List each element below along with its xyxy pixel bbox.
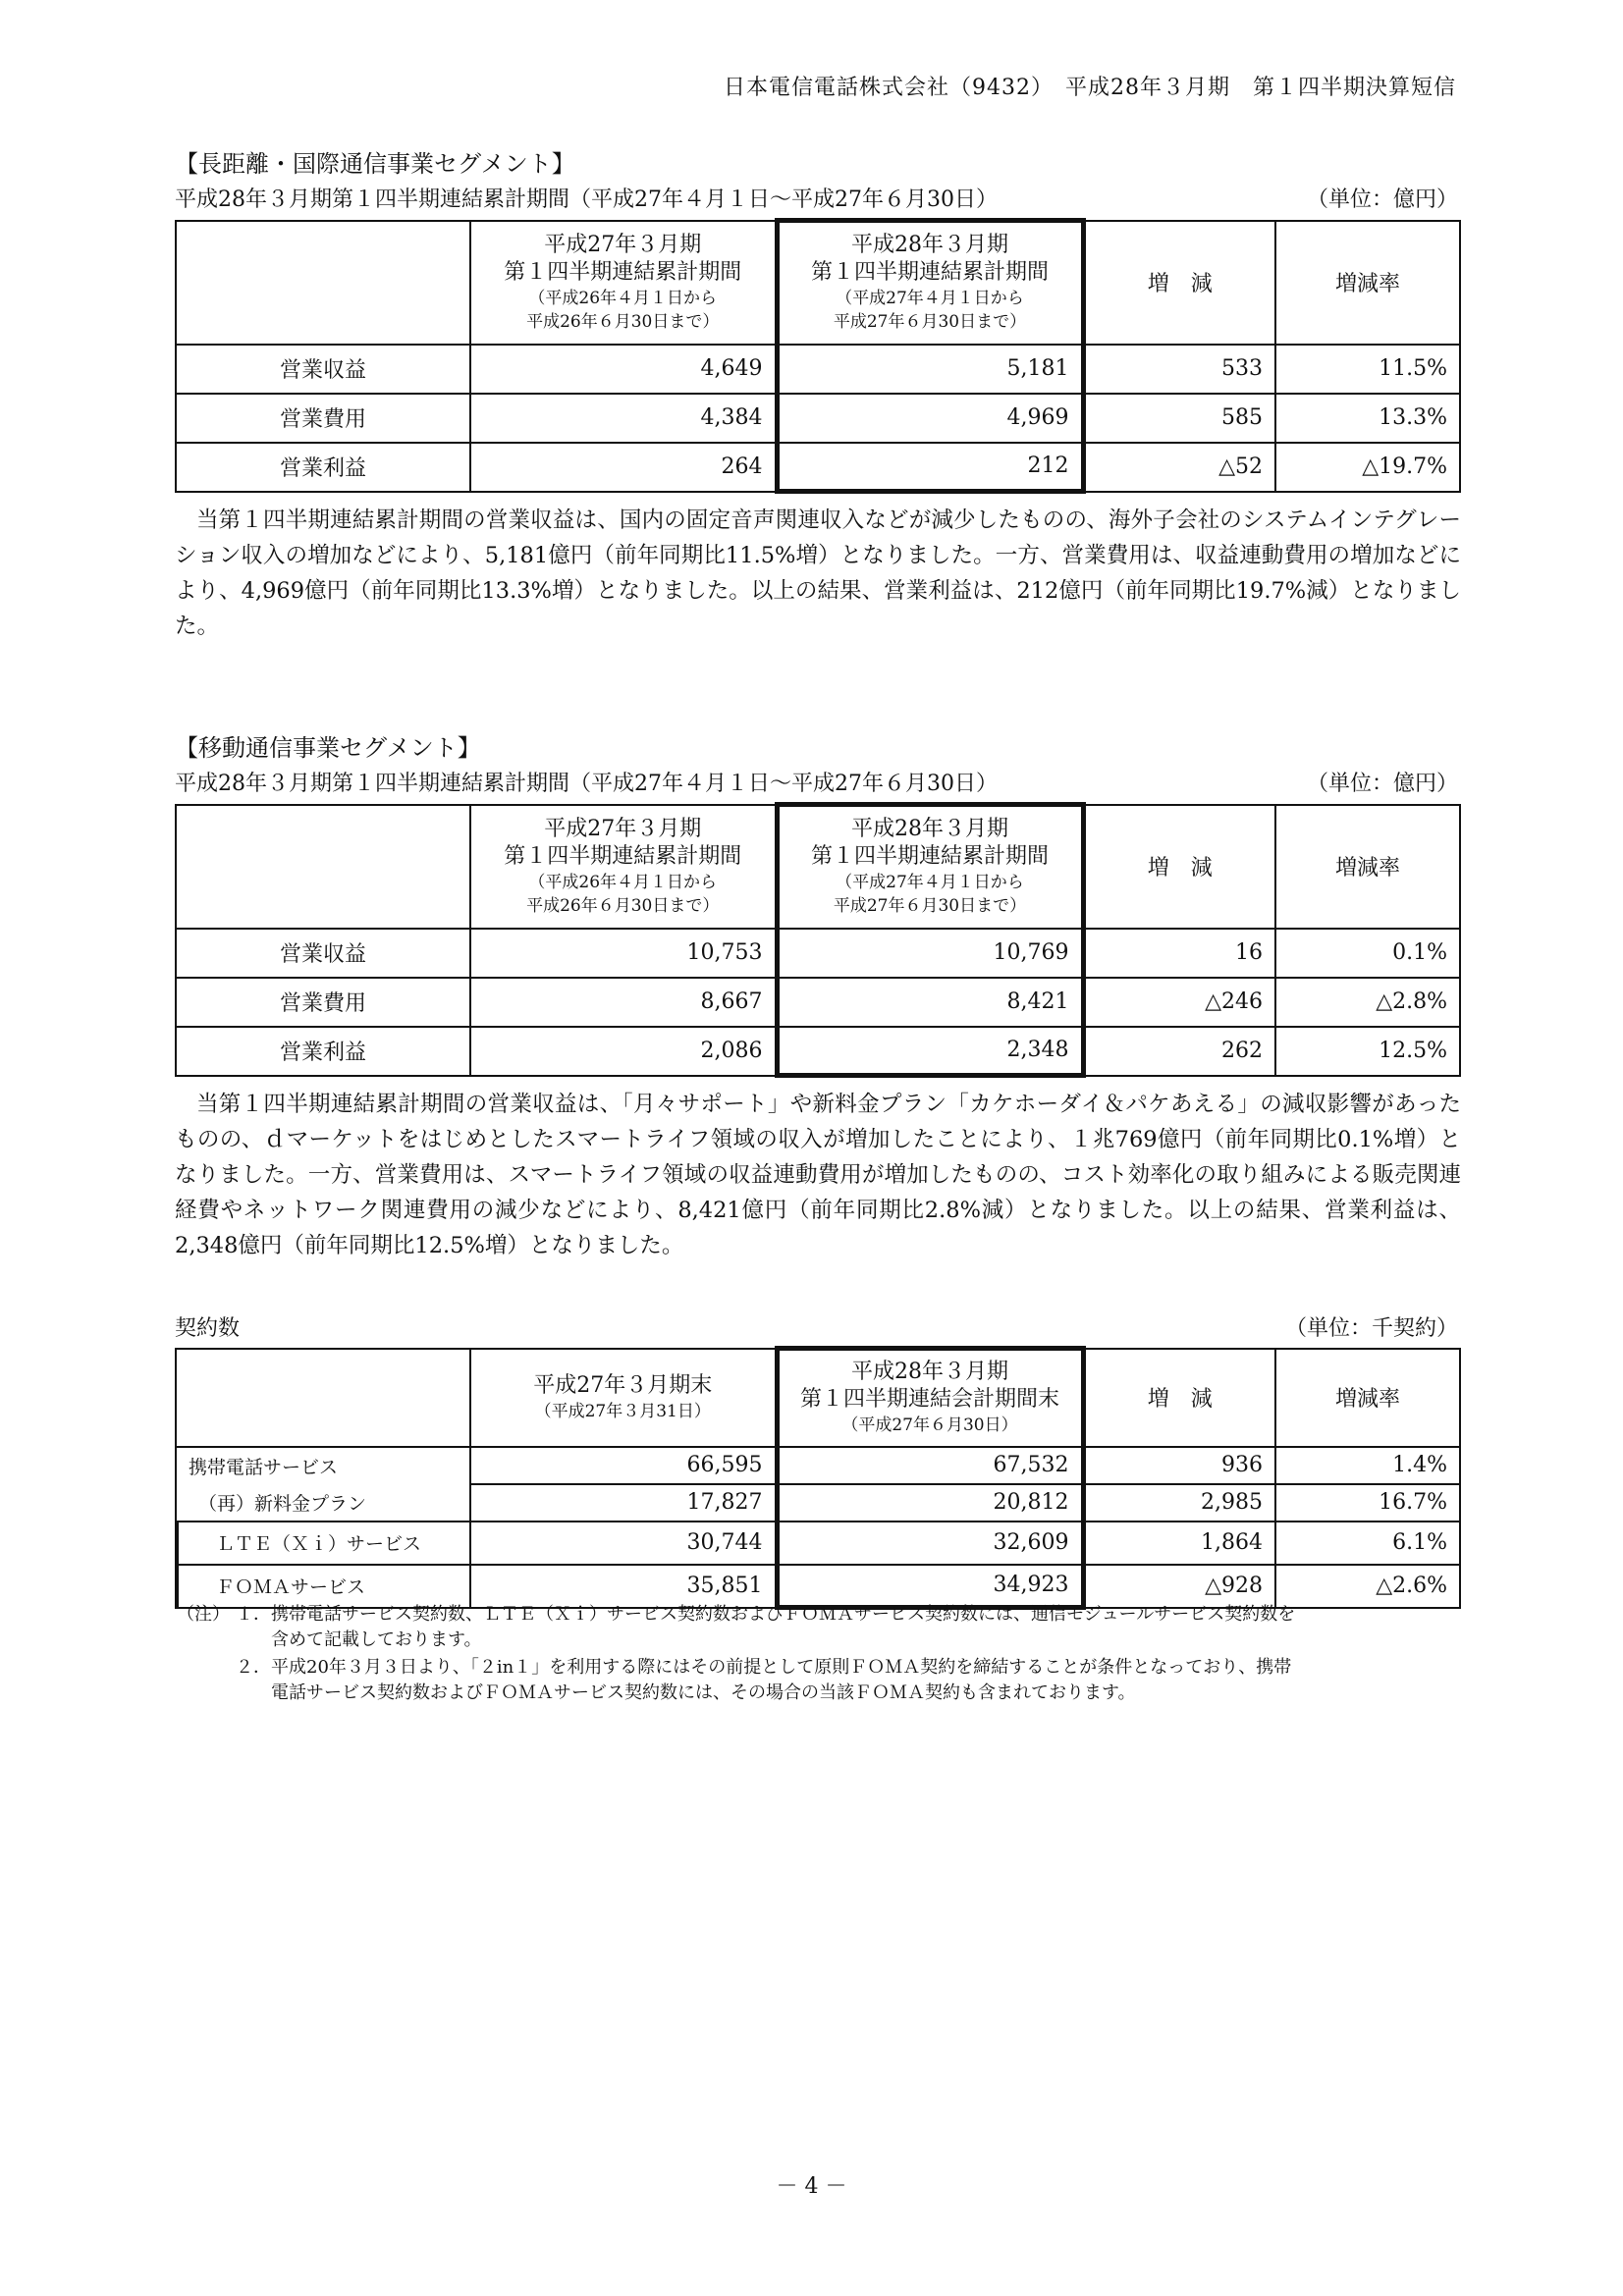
cell-current: 5,181 (777, 345, 1083, 394)
column-header-prev-period: 平成27年３月期 第１四半期連結累計期間 （平成26年４月１日から 平成26年６月30日まで） (470, 805, 777, 929)
column-header-current-period: 平成28年３月期 第１四半期連結累計期間 （平成27年４月１日から 平成27年６月30日まで） (777, 805, 1083, 929)
table-row (176, 1565, 1460, 1608)
cell-prev: 17,827 (470, 1484, 777, 1522)
row-label: ＬＴＥ（Ｘｉ）サービス (176, 1522, 470, 1565)
cell-change: 1,864 (1083, 1522, 1275, 1565)
cell-prev: 4,649 (470, 345, 777, 394)
table-corner-cell (176, 805, 470, 929)
table-row (176, 394, 1460, 443)
cell-rate: 1.4% (1275, 1447, 1460, 1484)
column-header-prev-period: 平成27年３月期 第１四半期連結累計期間 （平成26年４月１日から 平成26年６月30日まで） (470, 221, 777, 345)
unit-label: （単位：億円） (1306, 772, 1458, 796)
cell-rate: 12.5% (1275, 1027, 1460, 1076)
section-period: 平成28年３月期第１四半期連結累計期間（平成27年４月１日～平成27年６月30日） (175, 772, 998, 796)
cell-current: 2,348 (777, 1027, 1083, 1076)
cell-rate: 13.3% (1275, 394, 1460, 443)
table-row (176, 1447, 1460, 1484)
row-label: 営業収益 (176, 345, 470, 394)
cell-change: 936 (1083, 1447, 1275, 1484)
contracts-title: 契約数 (175, 1316, 241, 1341)
note-1-line-2: 含めて記載しております。 (271, 1629, 482, 1650)
cell-change: 262 (1083, 1027, 1275, 1076)
column-header-rate: 増減率 (1275, 1349, 1460, 1447)
column-header-prev-period: 平成27年３月期末 （平成27年３月31日） (470, 1349, 777, 1447)
table-row (176, 1027, 1460, 1076)
column-header-rate: 増減率 (1275, 805, 1460, 929)
cell-prev: 30,744 (470, 1522, 777, 1565)
table-row (176, 1522, 1460, 1565)
cell-rate: △2.8% (1275, 978, 1460, 1027)
row-label: 営業費用 (176, 978, 470, 1027)
section-title-long-distance: 【長距離・国際通信事業セグメント】 (175, 150, 575, 178)
table-row (176, 978, 1460, 1027)
column-header-current-period: 平成28年３月期 第１四半期連結累計期間 （平成27年４月１日から 平成27年６月30日まで） (777, 221, 1083, 345)
cell-prev: 10,753 (470, 929, 777, 978)
segment-table-long-distance (175, 218, 1461, 494)
cell-current: 8,421 (777, 978, 1083, 1027)
cell-rate: 11.5% (1275, 345, 1460, 394)
cell-prev: 264 (470, 443, 777, 492)
row-label: 営業利益 (176, 443, 470, 492)
cell-prev: 2,086 (470, 1027, 777, 1076)
document-header: 日本電信電話株式会社（9432） 平成28年３月期 第１四半期決算短信 (724, 76, 1456, 100)
page-number: － 4 － (776, 2174, 847, 2199)
note-2-line-1: ２．平成20年３月３日より、「２in１」を利用する際にはその前提として原則ＦＯＭＡ契約を締結することが条件となっており、携帯 (236, 1657, 1292, 1678)
cell-change: 533 (1083, 345, 1275, 394)
cell-current: 10,769 (777, 929, 1083, 978)
cell-current: 212 (777, 443, 1083, 492)
unit-label: （単位：億円） (1306, 187, 1458, 212)
segment-table-mobile (175, 802, 1461, 1078)
cell-prev: 4,384 (470, 394, 777, 443)
row-label: 営業費用 (176, 394, 470, 443)
section-period: 平成28年３月期第１四半期連結累計期間（平成27年４月１日～平成27年６月30日） (175, 187, 998, 212)
cell-change: △928 (1083, 1565, 1275, 1608)
notes-prefix: （注） (177, 1604, 230, 1625)
cell-current: 34,923 (777, 1565, 1083, 1608)
table-corner-cell (176, 1349, 470, 1447)
table-row (176, 929, 1460, 978)
cell-current: 67,532 (777, 1447, 1083, 1484)
cell-current: 4,969 (777, 394, 1083, 443)
cell-rate: 16.7% (1275, 1484, 1460, 1522)
note-1-line-1: １．携帯電話サービス契約数、ＬＴＥ（Ｘｉ）サービス契約数およびＦＯＭＡサービス契約数には、通信モジュールサービス契約数を (236, 1604, 1296, 1625)
cell-change: 2,985 (1083, 1484, 1275, 1522)
row-label: （再）新料金プラン (176, 1484, 470, 1522)
unit-label: （単位：千契約） (1284, 1316, 1458, 1341)
column-header-change: 増 減 (1083, 1349, 1275, 1447)
segment-commentary: 当第１四半期連結累計期間の営業収益は、国内の固定音声関連収入などが減少したものの、海外子会社のシステムインテグレーション収入の増加などにより、5,181億円（前年同期比11.5%増）となりました。一方、営業費用は、収益連動費用の増加などにより、4,969億円（前年同期比13.3%増）となりました。以上の結果、営業利益は、212億円（前年同期比19.7%減）となりました。 (175, 507, 1461, 639)
cell-rate: △2.6% (1275, 1565, 1460, 1608)
cell-prev: 35,851 (470, 1565, 777, 1608)
cell-current: 20,812 (777, 1484, 1083, 1522)
cell-current: 32,609 (777, 1522, 1083, 1565)
table-corner-cell (176, 221, 470, 345)
row-label: 営業利益 (176, 1027, 470, 1076)
column-header-change: 増 減 (1083, 221, 1275, 345)
cell-rate: 6.1% (1275, 1522, 1460, 1565)
column-header-rate: 増減率 (1275, 221, 1460, 345)
note-2-line-2: 電話サービス契約数およびＦＯＭＡサービス契約数には、その場合の当該ＦＯＭＡ契約も含まれております。 (271, 1682, 1136, 1703)
row-label: 携帯電話サービス (176, 1447, 470, 1484)
contracts-table (175, 1346, 1461, 1610)
cell-change: 585 (1083, 394, 1275, 443)
table-row (176, 1484, 1460, 1522)
row-label: 営業収益 (176, 929, 470, 978)
row-label: ＦＯＭＡサービス (176, 1565, 470, 1608)
table-row (176, 345, 1460, 394)
table-row (176, 443, 1460, 492)
cell-rate: △19.7% (1275, 443, 1460, 492)
cell-change: △52 (1083, 443, 1275, 492)
section-title-mobile: 【移動通信事業セグメント】 (175, 734, 481, 762)
cell-prev: 8,667 (470, 978, 777, 1027)
column-header-change: 増 減 (1083, 805, 1275, 929)
column-header-current-period: 平成28年３月期 第１四半期連結会計期間末 （平成27年６月30日） (777, 1349, 1083, 1447)
cell-rate: 0.1% (1275, 929, 1460, 978)
cell-prev: 66,595 (470, 1447, 777, 1484)
segment-commentary: 当第１四半期連結累計期間の営業収益は、「月々サポート」や新料金プラン「カケホーダイ＆パケあえる」の減収影響があったものの、ｄマーケットをはじめとしたスマートライフ領域の収入が増加したことにより、１兆769億円（前年同期比0.1%増）となりました。一方、営業費用は、スマートライフ領域の収益連動費用が増加したものの、コスト効率化の取り組みによる販売関連経費やネットワーク関連費用の減少などにより、8,421億円（前年同期比2.8%減）となりました。以上の結果、営業利益は、2,348億円（前年同期比12.5%増）となりました。 (175, 1092, 1461, 1258)
cell-change: 16 (1083, 929, 1275, 978)
cell-change: △246 (1083, 978, 1275, 1027)
